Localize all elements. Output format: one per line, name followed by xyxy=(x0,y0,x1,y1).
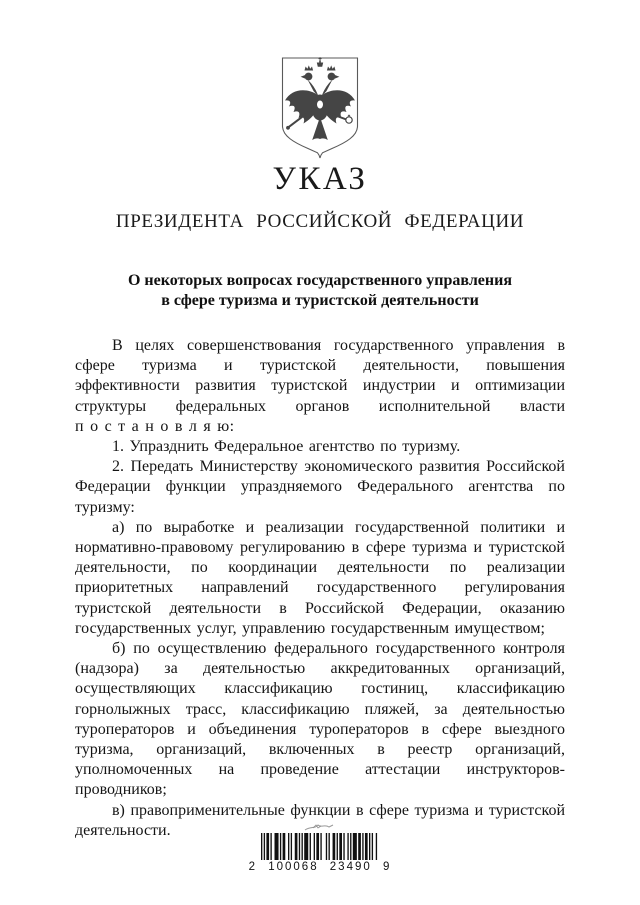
decree-issuer: ПРЕЗИДЕНТА РОССИЙСКОЙ ФЕДЕРАЦИИ xyxy=(115,211,525,232)
subject-line-2: в сфере туризма и туристской деятельности xyxy=(161,292,479,309)
decree-body xyxy=(75,336,565,841)
decree-item-2v: в) правоприменительные функции в сфере туризма и туристской деятельности. xyxy=(75,801,565,839)
decree-subject xyxy=(75,271,565,311)
print-mark xyxy=(303,822,337,832)
subject-line-1: О некоторых вопросах государственного управления xyxy=(127,272,512,289)
resolve-line: п о с т а н о в л я ю: xyxy=(75,417,235,435)
decree-item-2b: б) по осуществлению федерального государственного контроля (надзора) за деятельностью аккредитованных организаций, осуществляющих классификацию гостиниц, классификацию горнолыжных трасс, классификацию пляжей, за деятельностью туроператоров и объединения туроператоров в сфере выездного туризма, организаций, включенных в реестр организаций, уполномоченных на проведение аттестации инструкторов-проводников; xyxy=(75,640,565,799)
decree-title: УКАЗ xyxy=(272,161,368,197)
barcode-bars xyxy=(261,833,379,860)
decree-item-2a: а) по выработке и реализации государственной политики и нормативно-правовому регулированию в сфере туризма и туристской деятельности, по координации деятельности по реализации приоритетных направлений государственного регулирования туристской деятельности в Российской Федерации, оказанию государственных услуг, управлению государственным имуществом; xyxy=(75,518,565,637)
barcode-digits: 2 100068 23490 9 xyxy=(248,861,392,873)
preamble-paragraph: В целях совершенствования государственного управления в сфере туризма и туристской деятельности, повышения эффективности развития туристской индустрии и оптимизации структуры федеральных органов исполнительной власти xyxy=(75,337,565,415)
barcode xyxy=(0,822,640,873)
decree-item-2: 2. Передать Министерству экономического развития Российской Федерации функции упраздняемого Федерального агентства по туризму: xyxy=(75,458,565,516)
coat-of-arms-icon xyxy=(275,56,365,165)
decree-item-1: 1. Упразднить Федеральное агентство по туризму. xyxy=(112,438,461,456)
